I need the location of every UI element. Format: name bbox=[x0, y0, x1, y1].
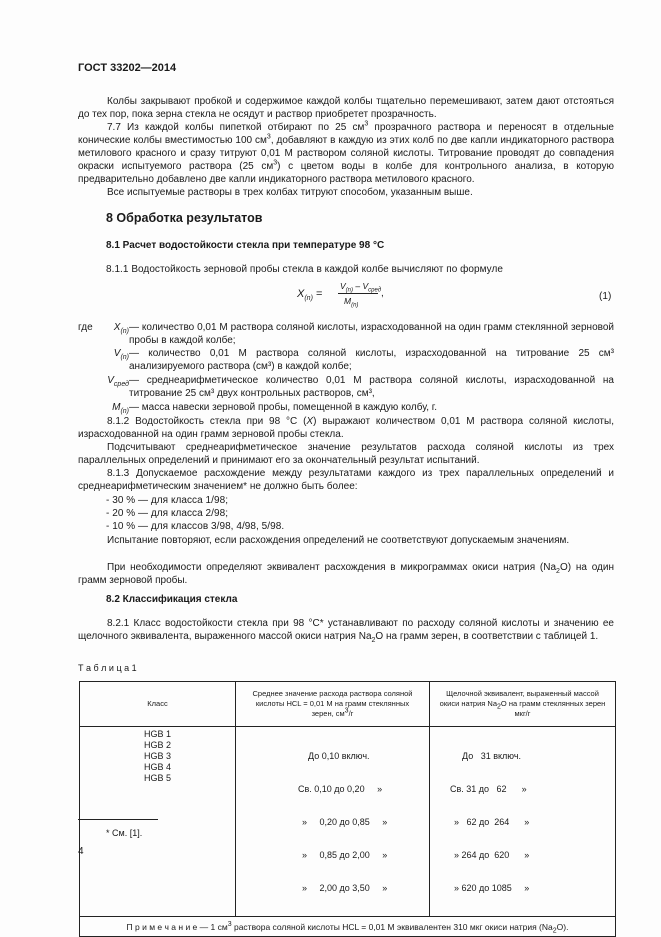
table-row: » 0,20 до 0,85 » bbox=[302, 817, 388, 827]
cell-classes bbox=[80, 727, 236, 917]
paragraph-8-1-1: 8.1.1 Водостойкость зерновой пробы стекла в каждой колбе вычисляют по формуле bbox=[106, 264, 504, 275]
table-row: До 31 включ. bbox=[462, 751, 522, 761]
table-row: Св. 0,10 до 0,20 » bbox=[298, 784, 383, 794]
where-label: где bbox=[78, 322, 93, 333]
header-hcl: Среднее значение расхода раствора соляной кислоты HCL = 0,01 М на грамм стеклянных зерен, $см^3/г$ bbox=[236, 682, 430, 727]
paragraph-flasks: Колбы закрывают пробкой и содержимое каждой колбы тщательно перемешивают, затем дают отстояться до тех пор, пока зерна стекла не осядут и раствор приобретет прозрачность. bbox=[78, 96, 614, 120]
page-number: 4 bbox=[78, 846, 84, 857]
paragraph-8-1-3: 8.1.3 Допускаемое расхождение между результатами каждого из трех параллельных определений и среднеарифметическим значением* не должно быть более: bbox=[78, 468, 614, 492]
footnote: * См. [1]. bbox=[106, 828, 143, 838]
table-row: » 2,00 до 3,50 » bbox=[302, 883, 388, 893]
table-row: HGB 4 bbox=[143, 762, 171, 772]
formula-denominator: $M_{(n)}$ bbox=[344, 296, 359, 309]
table-note-row bbox=[80, 917, 616, 937]
table-row: » 264 до 620 » bbox=[454, 850, 530, 860]
paragraph-8-1-2: 8.1.2 Водостойкость стекла при 98 °С (X) выражают количеством 0,01 М раствора соляной кислоты, израсходованной на один грамм зерновой пробы стекла. bbox=[78, 416, 614, 440]
formula-lhs: $X_{(n)}$ = bbox=[297, 288, 323, 303]
paragraph-8-1-2-average: Подсчитывают среднеарифметическое значение результатов расхода соляной кислоты из трех параллельных определений и принимают его за окончательный результат испытаний. bbox=[78, 442, 614, 466]
header-class: Класс bbox=[80, 682, 236, 727]
cell-na2o-values bbox=[430, 727, 616, 917]
table-row: HGB 5 bbox=[143, 773, 171, 783]
document-header-title: ГОСТ 33202—2014 bbox=[78, 62, 177, 74]
formula-number: (1) bbox=[599, 291, 612, 302]
formula-numerator: $V_{(n)} - V_{сред}$ bbox=[340, 281, 382, 294]
section-8-2-title: 8.2 Классификация стекла bbox=[106, 594, 238, 605]
table-1 bbox=[79, 681, 616, 937]
table-body-row bbox=[80, 727, 616, 917]
list-item: - 30 % — для класса 1/98; bbox=[106, 495, 229, 506]
table-row: Св. 31 до 62 » bbox=[450, 784, 527, 794]
section-8-1-title: 8.1 Расчет водостойкости стекла при температуре 98 °С bbox=[106, 240, 385, 251]
formula-comma: , bbox=[381, 288, 384, 299]
table-row: До 0,10 включ. bbox=[308, 751, 370, 761]
table-row: » 0,85 до 2,00 » bbox=[302, 850, 388, 860]
cell-hcl-values bbox=[236, 727, 430, 917]
header-na2o: Щелочной эквивалент, выраженный массой окиси натрия $Na_2O$ на грамм стеклянных зерен мкг/г bbox=[430, 682, 616, 727]
paragraph-repeat-test: Испытание повторяют, если расхождения определений не соответствуют допускаемым значениям. bbox=[107, 535, 570, 546]
table-caption: Т а б л и ц а 1 bbox=[78, 663, 137, 673]
table-row: HGB 2 bbox=[143, 740, 171, 750]
list-item: - 10 % — для классов 3/98, 4/98, 5/98. bbox=[106, 521, 285, 532]
paragraph-titration-all: Все испытуемые растворы в трех колбах титруют способом, указанным выше. bbox=[107, 187, 473, 198]
table-header-row bbox=[80, 682, 616, 727]
table-row: » 620 до 1085 » bbox=[454, 883, 530, 893]
table-row: » 62 до 264 » bbox=[454, 817, 530, 827]
table-row: HGB 1 bbox=[143, 729, 171, 739]
paragraph-8-2-1: 8.2.1 Класс водостойкости стекла при 98 °С* устанавливают по расходу соляной кислоты и значению ее щелочного эквивалента, выраженного массой окиси натрия $Na_2О$ на грамм зерен, в соответствии с таблицей 1. bbox=[78, 618, 614, 644]
table-row: HGB 3 bbox=[143, 751, 171, 761]
table-note: П р и м е ч а н и е — 1 $см^3$ раствора соляной кислоты HCL = 0,01 М эквивалентен 310 мкг окиси натрия $(Na_2O)$. bbox=[80, 917, 616, 937]
formula-fraction-bar bbox=[338, 293, 378, 294]
list-item: - 20 % — для класса 2/98; bbox=[106, 508, 229, 519]
paragraph-7-7: 7.7 Из каждой колбы пипеткой отбирают по 25 $см^3$ прозрачного раствора и переносят в отдельные конические колбы вместимостью 100 $см^3$, добавляют в каждую из этих колб по две капли индикаторного раствора метилового красного и сразу титруют 0,01 М раствором соляной кислоты. Титрование проводят до совпадения окраски испытуемого раствора (25 $см^3$) с цветом воды в колбе для контрольного анализа, в которую предварительно добавлено две капли индикаторного раствора метилового красного. bbox=[78, 120, 615, 185]
paragraph-sodium-equivalent: При необходимости определяют эквивалент расхождения в микрограммах окиси натрия $(Na_2О)$ на один грамм зерновой пробы. bbox=[78, 562, 614, 586]
section-8-title: 8 Обработка результатов bbox=[106, 211, 263, 225]
footnote-divider bbox=[78, 819, 158, 820]
